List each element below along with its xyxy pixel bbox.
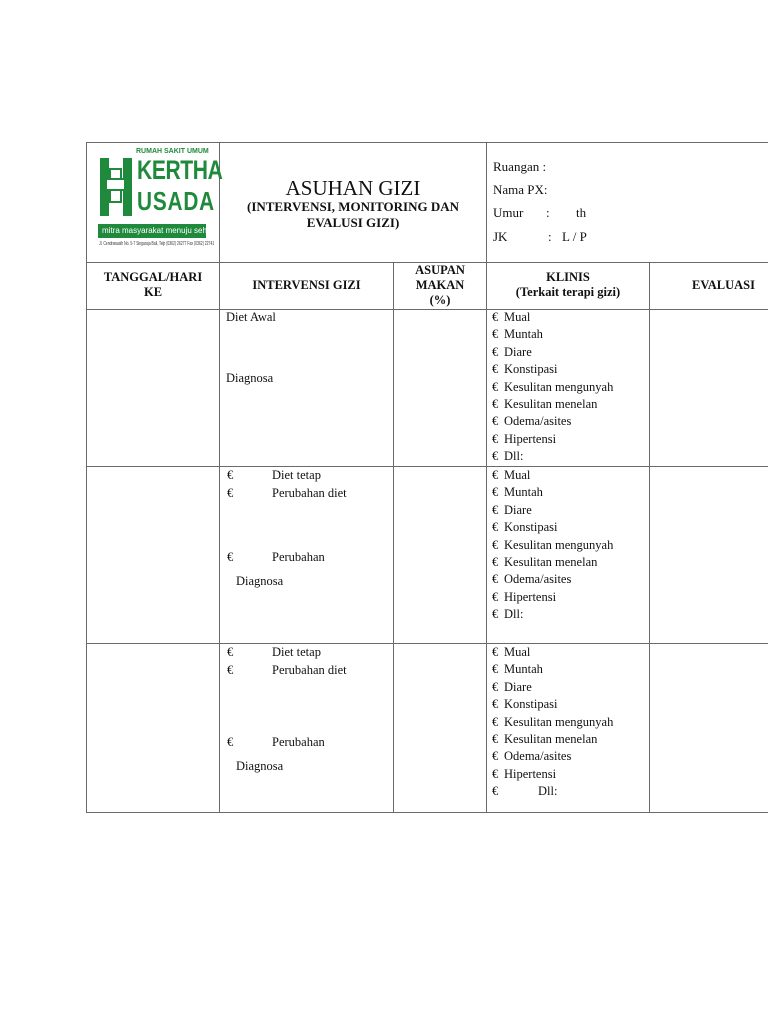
- row1-klinis-item[interactable]: € Konstipasi: [492, 361, 613, 378]
- row3-klinis-item[interactable]: € Odema/asites: [492, 748, 613, 765]
- row1-klinis-item[interactable]: € Hipertensi: [492, 431, 613, 448]
- header-asupan: [394, 263, 486, 308]
- row3-klinis-item[interactable]: € Mual: [492, 644, 613, 661]
- rule-col3: [486, 142, 487, 813]
- checkbox-icon: €: [492, 589, 499, 604]
- row3-option-diet-tetap[interactable]: € Diet tetap: [227, 644, 321, 661]
- checkbox-icon: €: [492, 607, 499, 622]
- checkbox-icon: €: [492, 679, 499, 694]
- checkbox-icon: €: [492, 537, 499, 552]
- umur-colon: :: [546, 205, 550, 220]
- checkbox-icon: €: [492, 468, 499, 482]
- jk-colon: :: [548, 229, 552, 244]
- row2-klinis-item[interactable]: € Hipertensi: [492, 589, 613, 606]
- row2-klinis-item[interactable]: € Dll:: [492, 606, 613, 623]
- row1-klinis-item[interactable]: € Kesulitan mengunyah: [492, 379, 613, 396]
- row2-option-perubahan[interactable]: € Perubahan: [227, 549, 325, 566]
- row1-klinis-item[interactable]: € Dll:: [492, 448, 613, 465]
- checkbox-icon: €: [492, 414, 499, 429]
- checkbox-icon: €: [492, 697, 499, 712]
- header-tanggal-line2: KE: [143, 285, 163, 299]
- checkbox-icon: €: [492, 431, 499, 446]
- row2-klinis-item[interactable]: € Odema/asites: [492, 571, 613, 588]
- row2-klinis-item[interactable]: € Mual: [492, 467, 613, 484]
- header-intervensi: INTERVENSI GIZI: [252, 278, 361, 292]
- row1-diagnosa: Diagnosa: [226, 371, 274, 385]
- checkbox-icon: €: [227, 468, 234, 482]
- row2-diagnosa: Diagnosa: [236, 574, 284, 588]
- row3-klinis-item[interactable]: € Dll:: [492, 783, 613, 800]
- nama-px-field[interactable]: Nama PX:: [493, 182, 548, 197]
- checkbox-icon: €: [227, 486, 234, 500]
- rule-header-bottom: [86, 309, 768, 310]
- checkbox-icon: €: [492, 662, 499, 677]
- checkbox-icon: €: [492, 327, 499, 342]
- header-asupan-line2: MAKAN: [415, 278, 465, 292]
- rule-row1-bottom: [86, 466, 768, 467]
- checkbox-icon: €: [227, 645, 234, 659]
- header-klinis-line2: (Terkait terapi gizi): [515, 285, 621, 299]
- subtitle-line-2: EVALUSI GIZI): [306, 215, 400, 230]
- page-title: ASUHAN GIZI: [285, 176, 421, 200]
- jk-value[interactable]: L / P: [562, 229, 587, 244]
- row1-klinis-item[interactable]: € Odema/asites: [492, 413, 613, 430]
- rule-col4: [649, 262, 650, 813]
- checkbox-icon: €: [492, 555, 499, 570]
- row3-klinis-item[interactable]: € Diare: [492, 679, 613, 696]
- checkbox-icon: €: [492, 749, 499, 764]
- row2-klinis-item[interactable]: € Kesulitan menelan: [492, 554, 613, 571]
- row1-klinis-item[interactable]: € Diare: [492, 344, 613, 361]
- rule-top: [86, 142, 768, 143]
- header-asupan-line3: (%): [429, 293, 451, 307]
- checkbox-icon: €: [227, 663, 234, 677]
- checkbox-icon: €: [492, 784, 499, 799]
- row2-klinis-item[interactable]: € Muntah: [492, 484, 613, 501]
- rule-bottom: [86, 812, 768, 813]
- rule-col2: [393, 262, 394, 813]
- header-klinis: [487, 270, 649, 300]
- ruangan-field[interactable]: Ruangan :: [493, 159, 547, 174]
- jk-label: JK: [493, 229, 508, 244]
- checkbox-icon: €: [492, 520, 499, 535]
- header-evaluasi: EVALUASI: [692, 278, 755, 292]
- row2-option-diet-tetap[interactable]: € Diet tetap: [227, 467, 321, 484]
- row2-klinis-item[interactable]: € Kesulitan mengunyah: [492, 537, 613, 554]
- checkbox-icon: €: [492, 362, 499, 377]
- checkbox-icon: €: [492, 502, 499, 517]
- checkbox-icon: €: [492, 397, 499, 412]
- umur-label: Umur: [493, 205, 524, 220]
- row3-option-perubahan[interactable]: € Perubahan: [227, 734, 325, 751]
- logo-name-line2: USADA: [137, 186, 215, 216]
- checkbox-icon: €: [227, 735, 234, 749]
- header-tanggal-line1: TANGGAL/HARI: [103, 270, 203, 284]
- row2-klinis-list: [492, 467, 613, 624]
- checkbox-icon: €: [492, 379, 499, 394]
- checkbox-icon: €: [227, 550, 234, 564]
- hospital-logo: [96, 148, 223, 255]
- row3-klinis-list: [492, 644, 613, 801]
- row2-klinis-item[interactable]: € Konstipasi: [492, 519, 613, 536]
- rule-left: [86, 142, 87, 813]
- row2-klinis-item[interactable]: € Diare: [492, 502, 613, 519]
- subtitle-line-1: (INTERVENSI, MONITORING DAN: [246, 199, 460, 214]
- page-subtitle: [226, 199, 480, 231]
- checkbox-icon: €: [492, 714, 499, 729]
- row3-klinis-item[interactable]: € Hipertensi: [492, 766, 613, 783]
- header-klinis-line1: KLINIS: [546, 270, 590, 284]
- checkbox-icon: €: [492, 572, 499, 587]
- row3-klinis-item[interactable]: € Kesulitan menelan: [492, 731, 613, 748]
- checkbox-icon: €: [492, 344, 499, 359]
- checkbox-icon: €: [492, 645, 499, 659]
- logo-top-text: RUMAH SAKIT UMUM: [136, 148, 209, 155]
- row1-klinis-item[interactable]: € Kesulitan menelan: [492, 396, 613, 413]
- row1-diet-awal: Diet Awal: [226, 310, 276, 324]
- checkbox-icon: €: [492, 766, 499, 781]
- row3-klinis-item[interactable]: € Konstipasi: [492, 696, 613, 713]
- rule-col1: [219, 142, 220, 813]
- row2-option-perubahan-diet[interactable]: € Perubahan diet: [227, 485, 347, 502]
- row3-option-perubahan-diet[interactable]: € Perubahan diet: [227, 662, 347, 679]
- checkbox-icon: €: [492, 732, 499, 747]
- umur-unit: th: [576, 205, 587, 220]
- row1-klinis-list: [492, 309, 613, 466]
- row3-klinis-item[interactable]: € Kesulitan mengunyah: [492, 714, 613, 731]
- header-tanggal: [87, 270, 219, 300]
- row3-diagnosa: Diagnosa: [236, 759, 284, 773]
- row3-klinis-item[interactable]: € Muntah: [492, 661, 613, 678]
- checkbox-icon: €: [492, 485, 499, 500]
- logo-address: Jl. Cendrawasih No. 5-7 Singaraja Bali, Telp (0362) 26277 Fax (0362) 22741: [99, 241, 215, 247]
- rule-row2-bottom: [86, 643, 768, 644]
- header-asupan-line1: ASUPAN: [415, 263, 465, 277]
- logo-name-line1: KERTHA: [137, 155, 223, 185]
- checkbox-icon: €: [492, 449, 499, 464]
- row1-klinis-item[interactable]: € Mual: [492, 309, 613, 326]
- row1-klinis-item[interactable]: € Muntah: [492, 326, 613, 343]
- logo-tagline: mitra masyarakat menuju sehat: [102, 226, 214, 235]
- checkbox-icon: €: [492, 310, 499, 324]
